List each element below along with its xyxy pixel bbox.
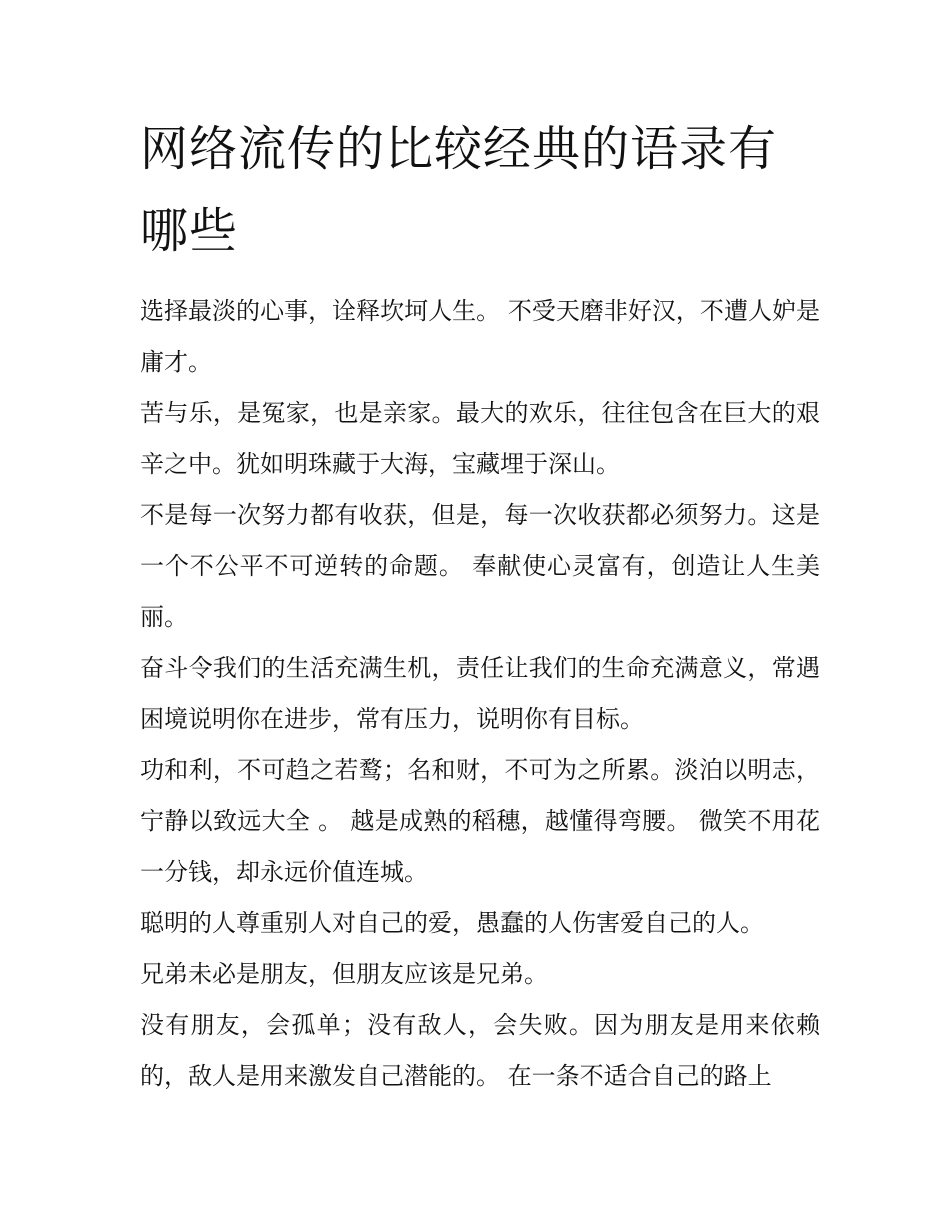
paragraph: 兄弟未必是朋友，但朋友应该是兄弟。 [140, 960, 548, 988]
paragraph: 苦与乐，是冤家，也是亲家。最大的欢乐，往往包含在巨大的艰辛之中。犹如明珠藏于大海，宝藏埋于深山。 [140, 399, 820, 478]
paragraph: 选择最淡的心事，诠释坎坷人生。 不受天磨非好汉，不遭人妒是庸才。 [140, 297, 820, 376]
document-title: 网络流传的比较经典的语录有哪些 [140, 121, 778, 259]
paragraph: 没有朋友，会孤单；没有敌人，会失败。因为朋友是用来依赖的，敌人是用来激发自己潜能的。 在一条不适合自己的路上 [140, 1011, 820, 1090]
document-page [140, 108, 820, 1102]
paragraph: 聪明的人尊重别人对自己的爱，愚蠢的人伤害爱自己的人。 [140, 909, 764, 937]
paragraph: 功和利，不可趋之若鹜；名和财，不可为之所累。淡泊以明志，宁静以致远大全 。 越是成熟的稻穗，越懂得弯腰。 微笑不用花一分钱，却永远价值连城。 [140, 756, 820, 886]
paragraph: 不是每一次努力都有收获，但是，每一次收获都必须努力。这是一个不公平不可逆转的命题。 奉献使心灵富有，创造让人生美丽。 [140, 501, 820, 631]
paragraph: 奋斗令我们的生活充满生机，责任让我们的生命充满意义，常遇困境说明你在进步，常有压力，说明你有目标。 [140, 654, 820, 733]
